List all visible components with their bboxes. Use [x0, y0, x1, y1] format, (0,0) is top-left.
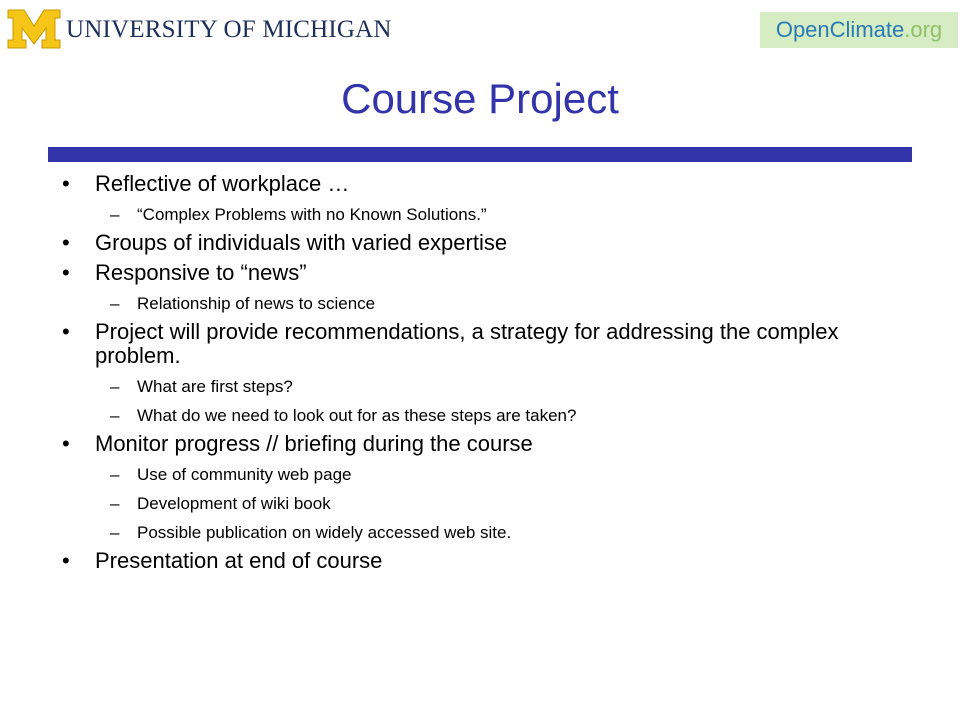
openclimate-logo-org: .org: [904, 17, 943, 42]
sub-bullet-text: Use of community web page: [137, 465, 352, 484]
bullet-marker: •: [62, 260, 70, 285]
openclimate-logo: [760, 12, 958, 48]
bullet-text: Reflective of workplace …: [95, 171, 350, 196]
sub-bullet-text: “Complex Problems with no Known Solutions.”: [137, 205, 487, 224]
sub-bullet-item: [0, 377, 960, 397]
sub-bullet-item: [0, 465, 960, 485]
bullet-item: [0, 320, 960, 368]
bullet-text: Responsive to “news”: [95, 260, 307, 285]
bullet-marker: •: [62, 431, 70, 456]
bullet-text: Presentation at end of course: [95, 548, 383, 573]
sub-bullet-marker: –: [110, 377, 120, 396]
sub-bullet-marker: –: [110, 465, 120, 484]
sub-bullet-text: What are first steps?: [137, 377, 293, 396]
sub-bullet-marker: –: [110, 205, 120, 224]
university-of-michigan-logo: [6, 6, 392, 52]
sub-bullet-text: Relationship of news to science: [137, 294, 376, 313]
bullet-text: Monitor progress // briefing during the course: [95, 431, 533, 456]
sub-bullet-marker: –: [110, 494, 120, 513]
slide-body: [0, 166, 960, 573]
bullet-item: [0, 261, 960, 285]
sub-bullet-item: [0, 294, 960, 314]
bullet-marker: •: [62, 171, 70, 196]
sub-bullet-item: [0, 406, 960, 426]
bullet-marker: •: [62, 548, 70, 573]
openclimate-logo-open: Open: [775, 17, 830, 42]
sub-bullet-item: [0, 205, 960, 225]
bullet-item: [0, 549, 960, 573]
title-rule: [48, 147, 912, 162]
sub-bullet-marker: –: [110, 406, 120, 425]
sub-bullet-text: Possible publication on widely accessed web site.: [137, 523, 512, 542]
sub-bullet-marker: –: [110, 294, 120, 313]
university-wordmark: UNIVERSITY OF MICHIGAN: [66, 15, 392, 43]
sub-bullet-item: [0, 523, 960, 543]
sub-bullet-text: What do we need to look out for as these steps are taken?: [137, 406, 577, 425]
openclimate-logo-climate: Climate: [829, 17, 905, 42]
slide-title: Course Project: [341, 75, 619, 122]
bullet-text: Groups of individuals with varied expertise: [95, 230, 508, 255]
bullet-list: [0, 172, 960, 573]
bullet-item: [0, 432, 960, 456]
bullet-item: [0, 172, 960, 196]
bullet-item: [0, 231, 960, 255]
bullet-marker: •: [62, 230, 70, 255]
bullet-text: Project will provide recommendations, a strategy for addressing the complex problem.: [95, 319, 839, 368]
block-m-icon: [6, 6, 62, 52]
sub-bullet-marker: –: [110, 523, 120, 542]
sub-bullet-text: Development of wiki book: [137, 494, 331, 513]
sub-bullet-item: [0, 494, 960, 514]
bullet-marker: •: [62, 319, 70, 344]
